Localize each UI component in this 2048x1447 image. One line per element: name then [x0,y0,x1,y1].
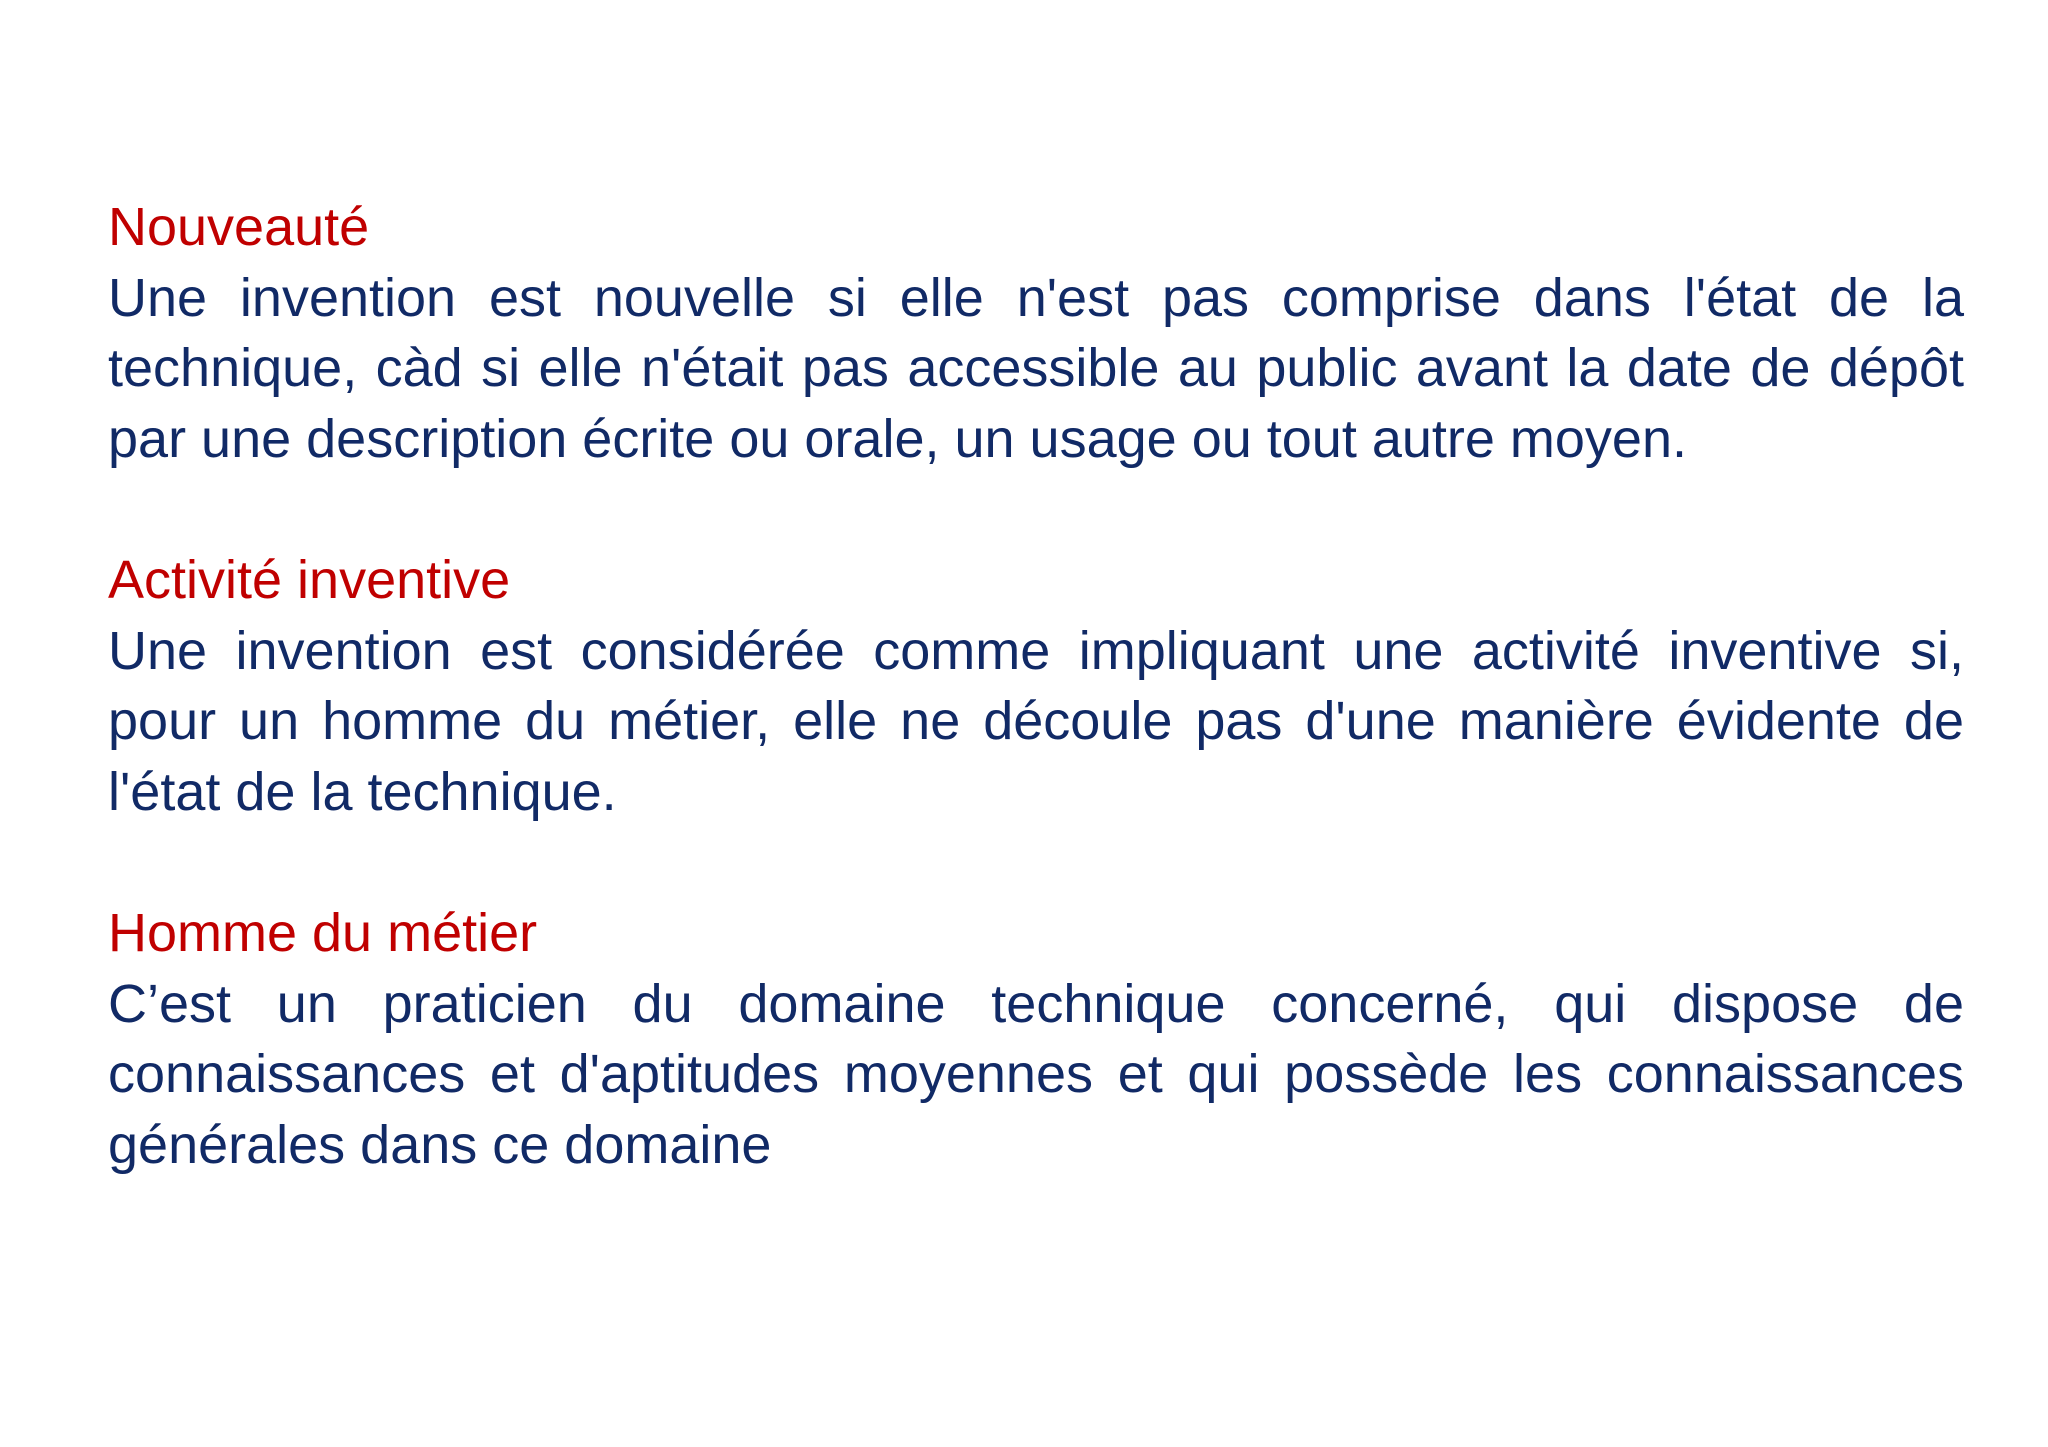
section-nouveaute [108,192,1964,474]
section-heading-activite-inventive: Activité inventive [108,550,511,610]
section-activite-inventive [108,545,1964,827]
section-homme-du-metier [108,898,1964,1180]
section-body-nouveaute: Une invention est nouvelle si elle n'est pas comprise dans l'état de la technique, càd si elle n'était pas accessible au public avant la date de dépôt par une description écrite ou orale, un usage ou tout autre moyen. [108,267,1964,469]
section-body-activite-inventive: Une invention est considérée comme impliquant une activité inventive si, pour un homme du métier, elle ne découle pas d'une manière évidente de l'état de la technique. [108,620,1964,822]
section-heading-homme-du-metier: Homme du métier [108,903,538,963]
section-heading-nouveaute: Nouveauté [108,197,370,257]
slide-content [108,192,1964,1180]
section-body-homme-du-metier: C’est un praticien du domaine technique concerné, qui dispose de connaissances et d'aptitudes moyennes et qui possède les connaissances générales dans ce domaine [108,973,1964,1175]
